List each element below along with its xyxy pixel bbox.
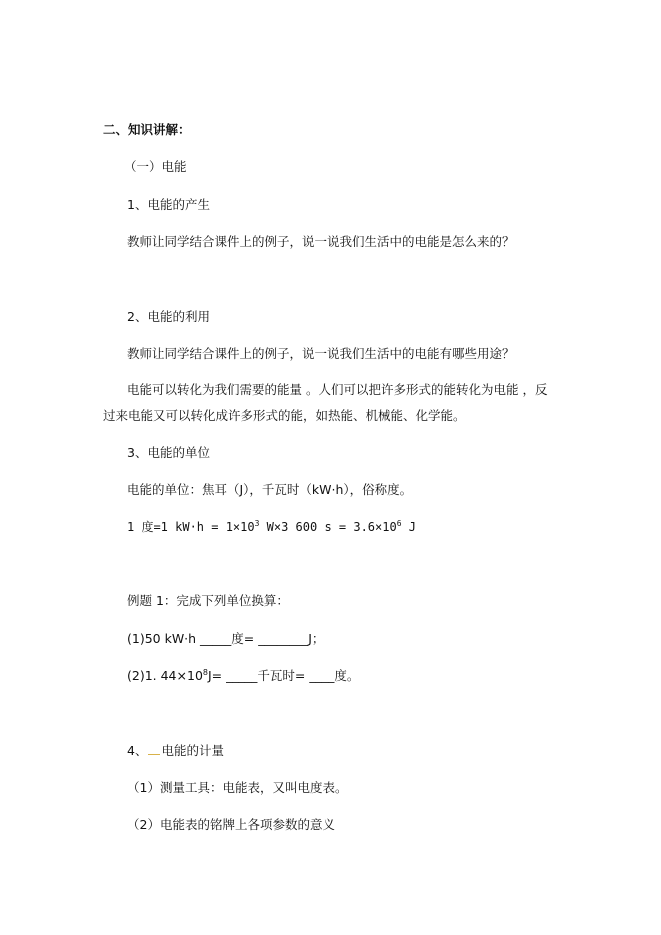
meter-item-2: （2）电能表的铭牌上各项参数的意义 [127, 817, 335, 832]
item-heading-4 [127, 742, 224, 760]
unit-definition: 电能的单位：焦耳（J），千瓦时（kW·h），俗称度。 [127, 482, 413, 497]
exercise-2-exponent: 8 [202, 668, 208, 677]
question-1: 教师让同学结合课件上的例子，说一说我们生活中的电能是怎么来的？ [127, 234, 515, 249]
paragraph-line-1: 电能可以转化为我们需要的能量 。人们可以把许多形式的能转化为电能 ，反 [127, 382, 548, 397]
conversion-formula [127, 518, 416, 536]
formula-exponent-1: 3 [254, 519, 260, 528]
formula-part-3: J [401, 520, 416, 534]
formula-part-2: W×3 600 s = 3.6×10 [259, 520, 397, 534]
formula-exponent-2: 6 [396, 519, 402, 528]
item-heading-1: 1、电能的产生 [127, 197, 210, 212]
example-title: 例题 1：完成下列单位换算： [127, 593, 289, 608]
exercise-1: (1)50 kW·h _____度= ________J； [127, 631, 325, 646]
exercise-2 [127, 667, 359, 685]
item-4-number: 4、 [127, 743, 148, 758]
section-heading: 二、知识讲解： [103, 122, 191, 137]
formula-part-1: 1 度=1 kW·h = 1×10 [127, 520, 255, 534]
item-4-text: 电能的计量 [161, 743, 224, 758]
exercise-2-part-2: J= _____千瓦时= ____度。 [208, 668, 360, 683]
edit-mark [148, 746, 160, 755]
exercise-2-part-1: (2)1. 44×10 [127, 668, 203, 683]
item-heading-3: 3、电能的单位 [127, 445, 210, 460]
question-2: 教师让同学结合课件上的例子，说一说我们生活中的电能有哪些用途？ [127, 346, 515, 361]
paragraph-line-2: 过来电能又可以转化成许多形式的能，如热能、机械能、化学能。 [103, 408, 466, 423]
meter-item-1: （1）测量工具：电能表，又叫电度表。 [127, 780, 348, 795]
item-heading-2: 2、电能的利用 [127, 309, 210, 324]
subsection-heading: （一）电能 [124, 159, 187, 174]
